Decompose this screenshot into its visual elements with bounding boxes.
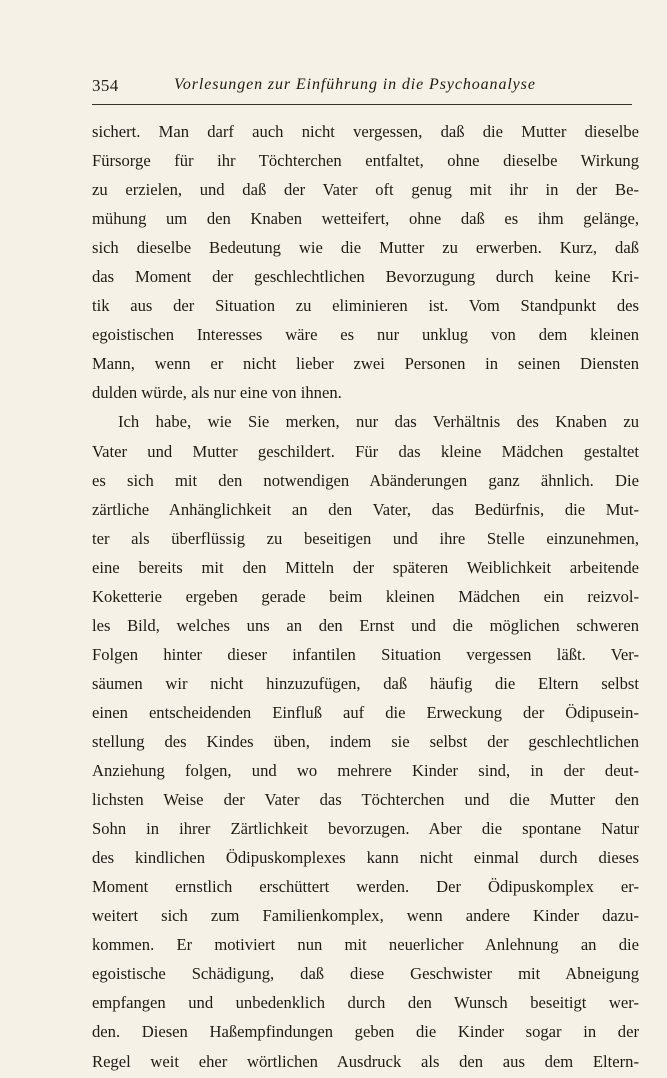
paragraph-1 (92, 117, 639, 407)
body-text (92, 117, 639, 1076)
text-line: zärtliche Anhänglichkeit an den Vater, das Bedürfnis, die Mut- (92, 499, 639, 519)
page-number: 354 (92, 76, 119, 95)
text-line: egoistische Schädigung, daß diese Geschwister mit Abneigung (92, 964, 639, 984)
text-line: Sohn in ihrer Zärtlichkeit bevorzugen. Aber die spontane Natur (92, 819, 639, 839)
text-line: egoistischen Interesses wäre es nur unklug von dem kleinen (92, 325, 639, 345)
paragraph-2 (92, 407, 639, 1075)
text-line: les Bild, welches uns an den Ernst und die möglichen schweren (92, 615, 639, 635)
text-line: kommen. Er motiviert nun mit neuerlicher Anlehnung an die (92, 935, 639, 955)
text-line: Fürsorge für ihr Töchterchen entfaltet, ohne dieselbe Wirkung (92, 151, 639, 171)
text-line: lichsten Weise der Vater das Töchterchen und die Mutter den (92, 790, 639, 810)
running-head-title: Vorlesungen zur Einführung in die Psychoanalyse (174, 76, 536, 93)
text-line: Vater und Mutter geschildert. Für das kleine Mädchen gestaltet (92, 441, 639, 461)
text-line: sichert. Man darf auch nicht vergessen, daß die Mutter dieselbe (92, 122, 639, 141)
text-line: weitert sich zum Familienkomplex, wenn andere Kinder dazu- (92, 906, 639, 926)
text-line: einen entscheidenden Einfluß auf die Erweckung der Ödipusein- (92, 702, 639, 722)
text-line: tik aus der Situation zu eliminieren ist. Vom Standpunkt des (92, 296, 639, 316)
text-line: zu erzielen, und daß der Vater oft genug mit ihr in der Be- (92, 180, 639, 200)
text-line: Regel weit eher wörtlichen Ausdruck als den aus dem Eltern- (92, 1051, 639, 1071)
text-line: dulden würde, als nur eine von ihnen. (92, 383, 342, 403)
text-line: stellung des Kindes üben, indem sie selbst der geschlechtlichen (92, 731, 639, 751)
text-line: säumen wir nicht hinzuzufügen, daß häufig die Eltern selbst (92, 673, 639, 693)
text-line: ter als überflüssig zu beseitigen und ihre Stelle einzunehmen, (92, 528, 639, 548)
text-line: Ich habe, wie Sie merken, nur das Verhältnis des Knaben zu (118, 412, 639, 432)
text-line: eine bereits mit den Mitteln der späteren Weiblichkeit arbeitende (92, 557, 639, 577)
text-line: Koketterie ergeben gerade beim kleinen Mädchen ein reizvol- (92, 586, 639, 606)
text-line: Moment ernstlich erschüttert werden. Der Ödipuskomplex er- (92, 877, 639, 897)
text-line: Anziehung folgen, und wo mehrere Kinder sind, in der deut- (92, 761, 639, 781)
text-line: Folgen hinter dieser infantilen Situation vergessen läßt. Ver- (92, 644, 639, 664)
text-line: empfangen und unbedenklich durch den Wunsch beseitigt wer- (92, 993, 639, 1013)
text-line: es sich mit den notwendigen Abänderungen ganz ähnlich. Die (92, 470, 639, 490)
text-line: sich dieselbe Bedeutung wie die Mutter zu erwerben. Kurz, daß (92, 238, 639, 258)
text-line: des kindlichen Ödipuskomplexes kann nicht einmal durch dieses (92, 848, 639, 868)
text-line: das Moment der geschlechtlichen Bevorzugung durch keine Kri- (92, 267, 639, 287)
text-line: mühung um den Knaben wetteifert, ohne daß es ihm gelänge, (92, 209, 639, 229)
text-line: Mann, wenn er nicht lieber zwei Personen in seinen Diensten (92, 354, 639, 374)
running-head (92, 76, 632, 105)
text-line: den. Diesen Haßempfindungen geben die Kinder sogar in der (92, 1022, 639, 1042)
